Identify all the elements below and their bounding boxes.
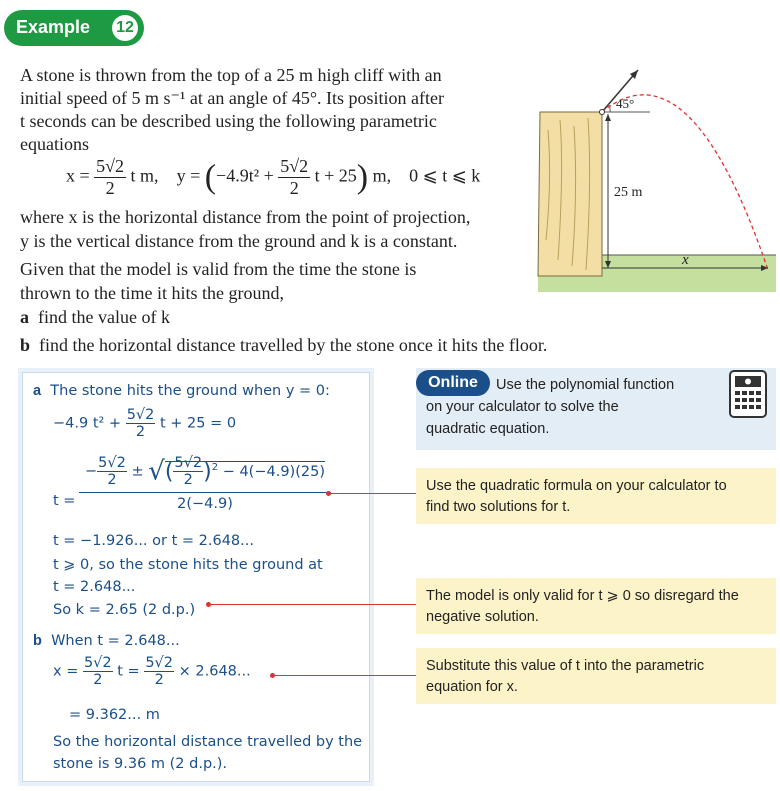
positive-line1: t ⩾ 0, so the stone hits the ground at — [53, 557, 323, 573]
eq-x-fraction: $\frac{5√2}{2}$ — [96, 156, 125, 198]
part-a-question — [20, 306, 170, 329]
k-result: So k = 2.65 (2 d.p.) — [53, 602, 196, 618]
connector-line — [272, 675, 416, 676]
part-a-text: find the value of k — [38, 307, 170, 327]
part-b-question — [20, 334, 547, 357]
solution-a-line1: a The stone hits the ground when y = 0: — [33, 383, 330, 399]
b-result: = 9.362... m — [69, 707, 160, 723]
part-b-text: find the horizontal distance travelled by the stone once it hits the floor. — [39, 335, 548, 355]
intro-line: A stone is thrown from the top of a 25 m high cliff with an — [20, 65, 442, 85]
eq-y-fraction: $\frac{5√2}{2}$ — [280, 156, 309, 198]
note-quadratic-formula: Use the quadratic formula on your calculator to find two solutions for t. — [416, 468, 776, 524]
b-conclusion2: stone is 9.36 m (2 d.p.). — [53, 756, 228, 772]
quadratic-formula: − $\frac{5√2}{2}$ ± √( $\frac{5√2}{2}$ )$^2$ − 4(−4.9)(25) 2(−4.9) — [79, 455, 331, 512]
eq-y-head: −4.9t² + — [216, 165, 274, 186]
question-conditions — [20, 205, 470, 305]
solution-b-equation: x = $\frac{5√2}{2}$ t = $\frac{5√2}{2}$ × 2.648... — [53, 655, 251, 688]
where-line: Given that the model is valid from the time the stone is — [20, 259, 417, 279]
eq-y-lhs: y = — [176, 165, 201, 186]
solution-panel — [18, 368, 374, 786]
eq-y-unit: m, — [372, 165, 392, 186]
height-label: 25 m — [614, 185, 643, 200]
connector-line — [208, 604, 416, 605]
example-number: 12 — [112, 15, 138, 41]
cliff-diagram — [530, 60, 776, 292]
t-equals: t = — [53, 493, 76, 509]
connector-line — [328, 493, 416, 494]
angle-label: 45° — [616, 96, 635, 111]
example-badge — [4, 10, 144, 46]
positive-line2: t = 2.648... — [53, 579, 136, 595]
solution-a-equation: −4.9 t² + $\frac{5√2}{2}$ t + 25 = 0 — [53, 407, 237, 440]
eq-range: 0 ⩽ t ⩽ k — [409, 165, 481, 186]
calculator-icon — [728, 370, 768, 418]
solution-b-label: b — [33, 633, 42, 649]
solution-b-line1: b When t = 2.648... — [33, 633, 180, 649]
online-tip — [416, 368, 776, 450]
where-line: thrown to the time it hits the ground, — [20, 283, 284, 303]
roots-line: t = −1.926... or t = 2.648... — [53, 533, 254, 549]
cliff — [538, 112, 602, 276]
note-valid-model: The model is only valid for t ⩾ 0 so disregard the negative solution. — [416, 578, 776, 634]
parametric-equations: x = $\frac{5√2}{2}$ t m, y = (−4.9t² + $\frac{5√2}{2}$ t + 25) m, 0 ⩽ t ⩽ k — [66, 156, 481, 198]
eq-x-lhs: x = — [66, 165, 90, 186]
note-substitute: Substitute this value of t into the parametric equation for x. — [416, 648, 776, 704]
where-line: where x is the horizontal distance from the point of projection, — [20, 207, 471, 227]
where-line: y is the vertical distance from the ground and k is a constant. — [20, 231, 458, 251]
online-text: Use the polynomial function on your calculator to solve the quadratic equation. — [426, 377, 675, 437]
trajectory — [602, 95, 768, 270]
intro-line: t seconds can be described using the following parametric — [20, 111, 437, 131]
part-b-label: b — [20, 335, 31, 355]
intro-line: equations — [20, 134, 89, 154]
intro-line: initial speed of 5 m s⁻¹ at an angle of 45°. Its position after — [20, 88, 445, 108]
b-conclusion1: So the horizontal distance travelled by the — [53, 734, 363, 750]
solution-card — [22, 372, 370, 782]
online-badge: Online — [416, 370, 490, 396]
distance-label: x — [682, 252, 689, 268]
solution-a-label: a — [33, 383, 42, 399]
eq-x-tail: t m, — [130, 165, 159, 186]
question-intro — [20, 64, 444, 156]
part-a-label: a — [20, 307, 29, 327]
example-label: Example — [16, 17, 91, 37]
eq-y-tail: t + 25 — [314, 165, 357, 186]
